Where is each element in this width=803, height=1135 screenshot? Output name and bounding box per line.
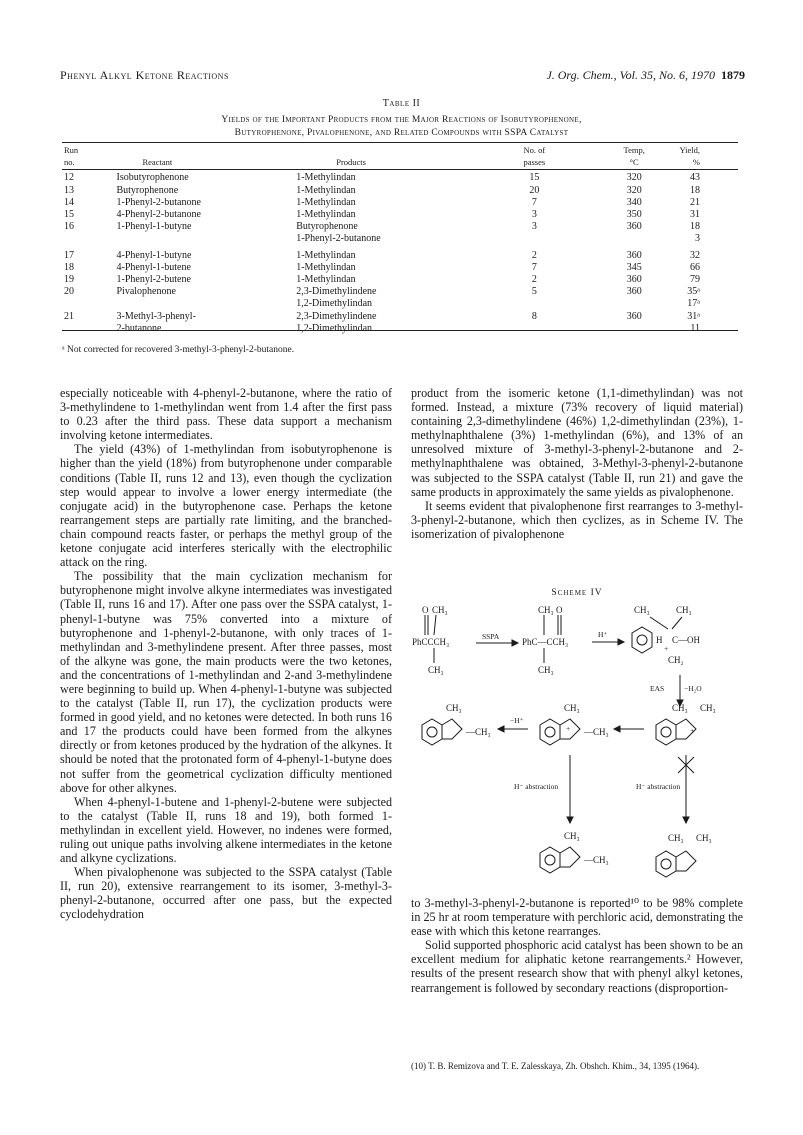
svg-text:CH₃: CH₃	[634, 605, 650, 615]
svg-text:+: +	[664, 644, 669, 653]
table-row	[62, 233, 738, 245]
cell-passes: 8	[531, 310, 537, 322]
svg-text:—CH₃: —CH₃	[584, 855, 609, 865]
dimethylindan-gem-structure	[656, 833, 712, 877]
svg-text:CH₃: CH₃	[700, 703, 716, 713]
svg-text:−H⁺: −H⁺	[510, 716, 524, 725]
svg-text:—CH₃: —CH₃	[466, 727, 491, 737]
cell-temp: 345	[626, 261, 642, 273]
svg-text:—CH₃: —CH₃	[584, 727, 609, 737]
running-title: Phenyl Alkyl Ketone Reactions	[60, 68, 229, 82]
table-row	[62, 298, 738, 310]
cell-reactant	[116, 298, 296, 310]
methylphenylbutanone-structure	[522, 605, 568, 675]
header-temp: Temp, °C	[623, 145, 645, 168]
cell-yield: 66	[690, 261, 700, 273]
svg-text:CH₃: CH₃	[564, 703, 580, 713]
deprotonation-arrow	[498, 716, 528, 732]
cell-reactant: Pivalophenone	[116, 286, 176, 298]
cell-product: 1-Methylindan	[296, 261, 356, 273]
cell-passes: 2	[531, 249, 537, 261]
cell-passes	[480, 298, 589, 310]
cell-temp: 360	[626, 310, 642, 322]
cell-run: 15	[64, 209, 74, 221]
header-products: Products	[336, 157, 366, 168]
table-caption	[100, 114, 703, 140]
cell-passes	[480, 233, 589, 245]
table-row	[62, 246, 738, 262]
svg-text:H: H	[656, 635, 663, 645]
svg-text:O: O	[422, 605, 429, 615]
svg-text:+: +	[690, 726, 695, 735]
cell-yield: 18	[690, 184, 700, 196]
cell-run: 19	[64, 274, 74, 286]
svg-text:C: C	[672, 635, 679, 645]
cell-run: 16	[64, 221, 74, 233]
table-row	[62, 172, 738, 184]
paragraph: When 4-phenyl-1-butene and 1-phenyl-2-butene were subjected to the catalyst (Table II, runs 18 and 19), both formed 1-methylindan in excellent yield. However, no indenes were formed, ruling out unique paths involving alkene intermediates in the ketone and alkyne cyclizations.	[60, 794, 392, 866]
svg-text:PhCCCH₃: PhCCCH₃	[412, 637, 450, 647]
cell-run: 21	[64, 310, 74, 322]
cell-temp: 360	[626, 286, 642, 298]
page-number: 1879	[721, 68, 745, 82]
cell-run: 17	[64, 249, 74, 261]
table-row	[62, 262, 738, 274]
cell-run: 14	[64, 196, 74, 208]
cell-reactant: 2-butanone	[116, 322, 162, 334]
table-caption-line1: Yields of the Important Products from the Major Reactions of Isobutyrophenone,	[221, 115, 582, 125]
cell-run: 18	[64, 261, 74, 273]
table-bottom-rule	[62, 330, 738, 331]
reference-footnote: (10) T. B. Remizova and T. E. Zalesskaya, Zh. Obshch. Khim., 34, 1395 (1964).	[411, 1061, 700, 1071]
cell-temp: 360	[626, 249, 642, 261]
dimethylindene-structure	[422, 703, 491, 745]
svg-text:CH₃: CH₃	[432, 605, 448, 615]
cell-reactant	[116, 233, 296, 245]
svg-text:CH₃: CH₃	[696, 833, 712, 843]
cell-passes	[480, 323, 589, 335]
cell-run	[62, 298, 116, 310]
right-column-top	[411, 386, 743, 541]
cell-passes: 7	[531, 261, 537, 273]
scheme-iv-diagram	[410, 605, 748, 895]
cell-temp: 340	[626, 196, 642, 208]
svg-text:EAS: EAS	[650, 684, 665, 693]
svg-text:CH₃: CH₃	[428, 665, 444, 675]
cell-reactant: 4-Phenyl-2-butanone	[116, 209, 201, 221]
svg-text:CH₃: CH₃	[538, 605, 554, 615]
svg-text:CH₂: CH₂	[668, 655, 684, 665]
cell-yield: 35ᵃ	[687, 286, 700, 298]
cell-passes: 20	[529, 184, 540, 196]
cell-yield: 17ᵃ	[687, 298, 700, 310]
header-reactant: Reactant	[142, 157, 173, 168]
header-yield: Yield, %	[679, 145, 700, 168]
svg-text:CH₃: CH₃	[676, 605, 692, 615]
table-row	[62, 221, 738, 233]
cell-yield: 21	[690, 196, 700, 208]
protonation-arrow	[592, 630, 624, 645]
svg-text:CH₃: CH₃	[672, 703, 688, 713]
paragraph: When pivalophenone was subjected to the SSPA catalyst (Table II, run 20), extensive rearrangement to its isomer, 3-methyl-3-phenyl-2-butanone, occurred after one pass, but the expected cyclodehydration	[60, 865, 392, 922]
table-row	[62, 185, 738, 197]
cell-temp: 350	[626, 209, 642, 221]
cell-run: 12	[64, 172, 74, 184]
right-column-bottom	[411, 896, 743, 995]
cell-temp: 320	[626, 184, 642, 196]
paragraph: to 3-methyl-3-phenyl-2-butanone is reported¹⁰ to be 98% complete in 25 hr at room temperature with perchloric acid, demonstrating the ease with which this ketone rearranges.	[411, 896, 743, 939]
cell-temp: 360	[626, 221, 642, 233]
svg-text:CH₃: CH₃	[538, 665, 554, 675]
svg-text:H⁻ abstraction: H⁻ abstraction	[514, 782, 559, 791]
indanyl-cation-structure	[540, 703, 609, 745]
cell-product: 1-Phenyl-2-butanone	[296, 233, 381, 245]
table-row	[62, 323, 738, 335]
cell-product: 1-Methylindan	[296, 196, 356, 208]
table-row	[62, 209, 738, 221]
header-run: Run no.	[64, 145, 79, 168]
methyl-shift-arrow	[614, 726, 644, 732]
cell-passes: 3	[531, 221, 537, 233]
cell-temp: 360	[626, 274, 642, 286]
cell-yield: 11	[690, 322, 700, 334]
svg-text:SSPA: SSPA	[482, 632, 500, 641]
table-header-row	[62, 144, 738, 170]
svg-text:H⁺: H⁺	[598, 630, 608, 639]
table-row	[62, 286, 738, 298]
hydride-abstraction-arrow-right-blocked	[636, 755, 694, 823]
journal-name: J. Org. Chem., Vol. 35, No. 6, 1970	[546, 68, 715, 82]
paragraph: especially noticeable with 4-phenyl-2-butanone, where the ratio of 3-methylindene to 1-methylindan went from 1.4 after the first pass to 0.23 after the third pass. These data support a mechanism involving ketone intermediates.	[60, 386, 392, 443]
cell-run: 13	[64, 184, 74, 196]
cell-reactant: 4-Phenyl-1-butyne	[116, 249, 192, 261]
table-row	[62, 274, 738, 286]
svg-text:CH₃: CH₃	[446, 703, 462, 713]
cell-temp: 320	[626, 172, 642, 184]
svg-text:—OH: —OH	[678, 635, 700, 645]
cell-passes: 15	[529, 172, 540, 184]
cell-passes: 5	[531, 286, 537, 298]
yields-table	[62, 144, 738, 335]
cell-yield: 32	[690, 249, 700, 261]
dimethylindan-structure	[540, 831, 609, 873]
scheme-title: Scheme IV	[551, 588, 603, 598]
cell-yield: 79	[690, 274, 700, 286]
cell-run	[62, 233, 116, 245]
svg-text:+: +	[566, 724, 571, 733]
cell-product: 1-Methylindan	[296, 172, 356, 184]
pivalophenone-structure	[412, 605, 449, 675]
svg-text:O: O	[556, 605, 563, 615]
cell-product: Butyrophenone	[296, 221, 358, 233]
cell-run	[62, 323, 116, 335]
cell-passes: 2	[531, 274, 537, 286]
cell-yield: 3	[695, 233, 700, 245]
cell-product: 2,3-Dimethylindene	[296, 286, 377, 298]
cell-reactant: 1-Phenyl-2-butene	[116, 274, 191, 286]
cell-product: 2,3-Dimethylindene	[296, 310, 377, 322]
cell-reactant: 1-Phenyl-2-butanone	[116, 196, 201, 208]
table-top-rule	[62, 142, 738, 143]
cell-temp	[589, 233, 680, 245]
hydride-abstraction-arrow-left	[514, 755, 573, 823]
cell-yield: 18	[690, 221, 700, 233]
cell-product: 1,2-Dimethylindan	[296, 322, 373, 334]
left-column	[60, 386, 392, 922]
cell-product: 1-Methylindan	[296, 184, 356, 196]
cell-reactant: 4-Phenyl-1-butene	[116, 261, 191, 273]
table-caption-line2: Butyrophenone, Pivalophenone, and Related Compounds with SSPA Catalyst	[234, 128, 569, 138]
cell-reactant: Isobutyrophenone	[116, 172, 189, 184]
cell-temp	[589, 298, 680, 310]
paragraph: The possibility that the main cyclization mechanism for butyrophenone might involve alkyne intermediates was investigated (Table II, runs 16 and 17). After one pass over the SSPA catalyst, 1-phenyl-1-butyne was 75% converted into a mixture of butyrophenone and 1-phenyl-2-butanone, with only traces of 1-methylindan and 3-methylindene present. After three passes, most of the alkyne was gone, the main products were the two ketones, and the concentrations of 1-methylindan and 2-and 3-methylindene were beginning to build up. When 4-phenyl-1-butyne was subjected to the catalyst (Table II, run 17), the cyclization products were formed in good yield, and no ketones were detected. In both runs 16 and 17 the products could have been formed from the alkynes directly or from ketones produced by the hydration of the alkynes. It should be noted that the protonated form of 4-phenyl-1-butyne does not suffer from the geometrical cyclization difficulty mentioned above for other alkynes.	[60, 569, 392, 795]
cell-reactant: 3-Methyl-3-phenyl-	[116, 310, 196, 322]
paragraph: The yield (43%) of 1-methylindan from isobutyrophenone is higher than the yield (18%) from butyrophenone under comparable conditions (Table II, runs 12 and 13), even though the cyclization step would appear to involve a lower energy intermediate (the conjugate acid) in the butyrophenone case. Perhaps the ketone rearrangement steps are partially rate limiting, and the branched-chain compound reacts faster, or perhaps the methyl group of the ketone conjugate acid interferes sterically with the electrophilic attack on the ring.	[60, 442, 392, 570]
svg-text:CH₃: CH₃	[564, 831, 580, 841]
cell-reactant: Butyrophenone	[116, 184, 179, 196]
table-row	[62, 197, 738, 209]
svg-text:CH₃: CH₃	[668, 833, 684, 843]
eas-arrow	[650, 675, 702, 706]
sspa-arrow	[476, 632, 518, 646]
svg-text:PhC—CCH₃: PhC—CCH₃	[522, 637, 569, 647]
table-row	[62, 311, 738, 323]
cell-passes: 3	[531, 209, 537, 221]
cell-reactant: 1-Phenyl-1-butyne	[116, 221, 192, 233]
svg-text:−H₂O: −H₂O	[684, 684, 702, 693]
cell-product: 1-Methylindan	[296, 274, 356, 286]
cell-product: 1-Methylindan	[296, 209, 356, 221]
header-passes: No. of passes	[523, 145, 546, 168]
cell-yield: 31	[690, 209, 700, 221]
cell-yield: 43	[690, 172, 700, 184]
conjugate-acid-structure	[632, 605, 700, 665]
paragraph: Solid supported phosphoric acid catalyst has been shown to be an excellent medium for aliphatic ketone rearrangements.² However, results of the present research show that with phenyl alkyl ketones, rearrangement is followed by secondary reactions (disproportion-	[411, 938, 743, 995]
cell-temp	[589, 323, 680, 335]
table-label: Table II	[382, 98, 421, 109]
journal-citation	[546, 68, 745, 83]
dimethylindanyl-cation-structure	[656, 703, 716, 745]
cell-product: 1-Methylindan	[296, 249, 356, 261]
table-footnote: ᵃ Not corrected for recovered 3-methyl-3-phenyl-2-butanone.	[62, 345, 295, 355]
cell-run: 20	[64, 286, 74, 298]
svg-text:H⁻ abstraction: H⁻ abstraction	[636, 782, 681, 791]
cell-product: 1,2-Dimethylindan	[296, 298, 373, 310]
cell-passes: 7	[531, 196, 537, 208]
cell-yield: 31ᵃ	[687, 310, 700, 322]
paragraph: product from the isomeric ketone (1,1-dimethylindan) was not formed. Instead, a mixture (73% recovery of liquid material) containing 2,3-dimethylindene (46%) 1,2-dimethylindan (23%), 1-methylnaphthalene (3%) 1-methylindan (6%), and 13% of an unresolved mixture of 3-methyl-3-phenyl-2-butanone and 2-methylnaphthalene was obtained, 3-Methyl-3-phenyl-2-butanone was subjected to the SSPA catalyst (Table II, run 21) and gave the same products in approximately the same yields as pivalophenone.	[411, 386, 743, 499]
paragraph: It seems evident that pivalophenone first rearranges to 3-methyl-3-phenyl-2-butanone, which then cyclizes, as in Scheme IV. The isomerization of pivalophenone	[411, 498, 743, 541]
